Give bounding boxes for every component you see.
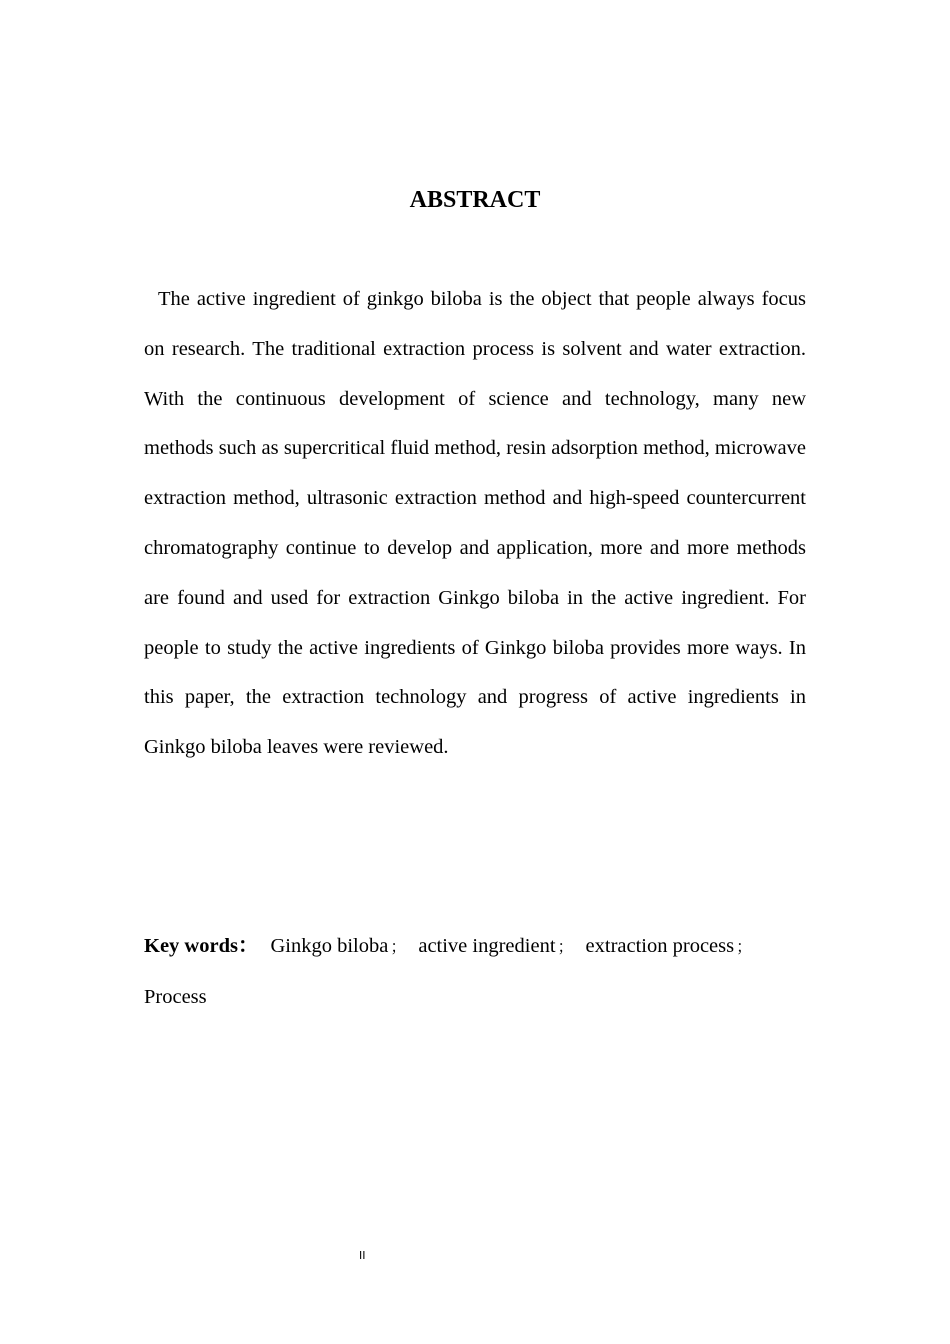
keyword-item: extraction process xyxy=(585,935,735,957)
page-title: ABSTRACT xyxy=(409,187,541,213)
keywords-line xyxy=(144,922,806,1022)
keyword-separator: ； xyxy=(557,939,574,956)
keyword-separator: ； xyxy=(736,939,753,956)
keywords-label: Key words xyxy=(144,935,238,957)
page-number: II xyxy=(359,1249,366,1262)
abstract-paragraph: The active ingredient of ginkgo biloba is the object that people always focus on research. The traditional extraction process is solvent and water extraction. With the continuous development of science and technology, many new methods such as supercritical fluid method, resin adsorption method, microwave extraction method, ultrasonic extraction method and high-speed countercurrent chromatography continue to develop and application, more and more methods are found and used for extraction Ginkgo biloba in the active ingredient. For people to study the active ingredients of Ginkgo biloba provides more ways. In this paper, the extraction technology and progress of active ingredients in Ginkgo biloba leaves were reviewed. xyxy=(144,288,806,759)
keyword-item: Ginkgo biloba xyxy=(270,935,389,957)
keyword-separator: ； xyxy=(390,939,407,956)
keyword-item: active ingredient xyxy=(418,935,556,957)
keyword-item: Process xyxy=(144,985,207,1008)
keywords-colon: ： xyxy=(237,935,259,957)
